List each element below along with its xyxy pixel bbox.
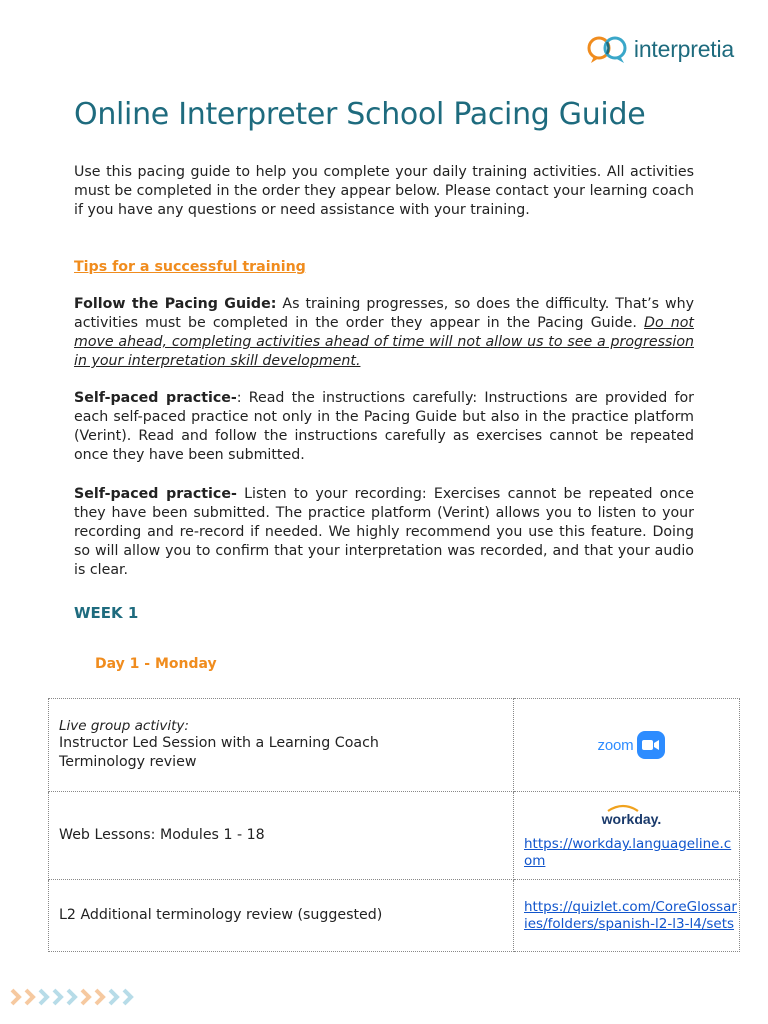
activity-cell <box>49 792 514 880</box>
page-title: Online Interpreter School Pacing Guide <box>74 97 646 132</box>
resource-cell <box>514 792 740 880</box>
table-row <box>49 880 740 952</box>
activity-cell <box>49 880 514 952</box>
self-paced-instructions-paragraph <box>74 389 694 465</box>
self-paced-label: Self-paced practice- <box>74 486 237 502</box>
self-paced-label: Self-paced practice- <box>74 390 237 406</box>
table-row <box>49 792 740 880</box>
activity-cell <box>49 699 514 792</box>
activity-title: Instructor Led Session with a Learning Coach <box>59 735 379 751</box>
week-heading: WEEK 1 <box>74 604 139 622</box>
video-camera-icon <box>637 731 665 759</box>
resource-cell <box>514 880 740 952</box>
activity-subtitle: Terminology review <box>59 754 197 770</box>
resource-cell <box>514 699 740 792</box>
zoom-logo-text: zoom <box>597 736 634 754</box>
self-paced-instructions-text: : Read the instructions carefully: Instructions are provided for each self-paced practice not only in the Pacing Guide but also in the practice platform (Verint). Read and follow the instructions carefully as exercises cannot be repeated once they have been submitted. <box>74 390 694 463</box>
chevron-right-icon <box>52 988 65 1006</box>
chevron-right-icon <box>10 988 23 1006</box>
chevron-right-icon <box>66 988 79 1006</box>
footer-chevron-decoration <box>10 988 136 1006</box>
brand-name: interpretia <box>633 35 734 62</box>
workday-link[interactable]: https://workday.languageline.com <box>524 836 732 869</box>
self-paced-recording-text: Listen to your recording: Exercises cannot be repeated once they have been submitted. The practice platform (Verint) allows you to listen to your recording and re-record if needed. We highly recommend you use this feature. Doing so will allow you to confirm that your interpretation was recorded, and that your audio is clear. <box>74 486 695 578</box>
follow-guide-paragraph <box>74 295 694 371</box>
follow-guide-label: Follow the Pacing Guide: <box>74 296 277 312</box>
follow-guide-text: As training progresses, so does the difficulty. That’s why activities must be completed in the order they appear in the Pacing Guide. <box>74 296 694 331</box>
chevron-right-icon <box>94 988 107 1006</box>
chevron-right-icon <box>24 988 37 1006</box>
follow-guide-warning: Do not move ahead, completing activities ahead of time will not allow us to see a progression in your interpretation skill development. <box>74 315 694 369</box>
quizlet-link[interactable]: https://quizlet.com/CoreGlossaries/folders/spanish-l2-l3-l4/sets <box>524 898 737 932</box>
self-paced-recording-paragraph <box>74 485 694 580</box>
table-row <box>49 699 740 792</box>
brand-logo <box>586 32 734 66</box>
zoom-logo[interactable] <box>524 731 739 759</box>
tips-heading[interactable]: Tips for a successful training <box>74 259 306 275</box>
workday-arc-icon <box>606 804 640 812</box>
activity-title: L2 Additional terminology review (suggested) <box>59 907 383 923</box>
activity-title: Web Lessons: Modules 1 - 18 <box>59 827 265 843</box>
chevron-right-icon <box>80 988 93 1006</box>
speech-bubbles-icon <box>586 32 632 66</box>
workday-logo <box>524 801 739 828</box>
day-heading: Day 1 - Monday <box>95 656 217 672</box>
activity-type-label: Live group activity: <box>59 718 189 734</box>
chevron-right-icon <box>122 988 135 1006</box>
schedule-table <box>48 698 740 952</box>
chevron-right-icon <box>38 988 51 1006</box>
intro-paragraph: Use this pacing guide to help you complete your daily training activities. All activities must be completed in the order they appear below. Please contact your learning coach if you have any questions or need assistance with your training. <box>74 164 694 218</box>
chevron-right-icon <box>108 988 121 1006</box>
workday-logo-text: workday. <box>602 811 662 827</box>
